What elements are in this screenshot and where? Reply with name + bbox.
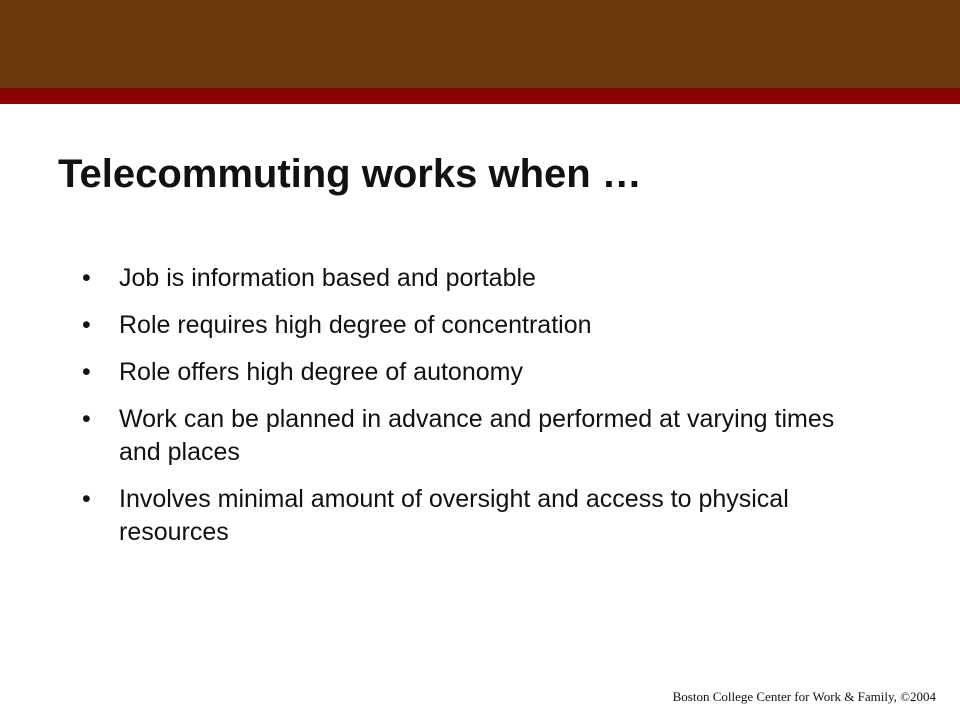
- bullet-list: [82, 262, 882, 563]
- bullet-item: [82, 309, 882, 342]
- bullet-icon: •: [82, 311, 91, 339]
- bullet-text: Work can be planned in advance and performed at varying times and places: [119, 405, 835, 466]
- bullet-icon: •: [82, 358, 91, 386]
- header-band: [0, 0, 960, 88]
- bullet-text: Job is information based and portable: [119, 264, 536, 292]
- slide-title: Telecommuting works when …: [58, 152, 642, 196]
- bullet-item: [82, 262, 882, 295]
- bullet-item: [82, 483, 882, 549]
- bullet-icon: •: [82, 405, 91, 433]
- bullet-text: Role offers high degree of autonomy: [119, 358, 523, 386]
- bullet-text: Role requires high degree of concentration: [119, 311, 592, 339]
- bullet-icon: •: [82, 485, 91, 513]
- bullet-item: [82, 403, 882, 469]
- footer-copyright: Boston College Center for Work & Family, ©2004: [672, 689, 936, 704]
- bullet-icon: •: [82, 264, 91, 292]
- header-stripe: [0, 88, 960, 104]
- bullet-text: Involves minimal amount of oversight and access to physical resources: [119, 485, 789, 546]
- bullet-item: [82, 356, 882, 389]
